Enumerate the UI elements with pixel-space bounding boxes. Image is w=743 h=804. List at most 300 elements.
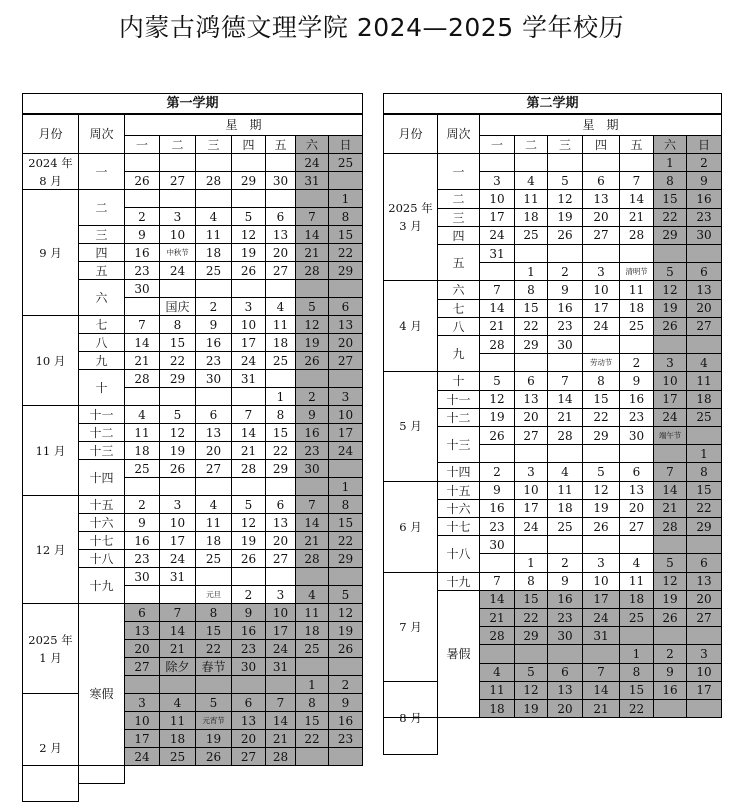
- day-cell: 22: [620, 700, 654, 718]
- weekday-header: 一: [125, 136, 160, 154]
- week-label: 五: [79, 262, 125, 280]
- semester-title: 第二学期: [383, 93, 722, 114]
- empty-day-cell: [196, 388, 232, 406]
- week-label: 十四: [438, 463, 480, 481]
- day-cell: 9: [548, 573, 583, 591]
- day-cell: 18: [160, 730, 196, 748]
- empty-day-cell: [160, 478, 196, 496]
- day-cell: 2: [196, 298, 232, 316]
- day-cell: 9: [125, 514, 160, 532]
- day-cell: 13: [329, 316, 363, 334]
- day-cell: 14: [548, 391, 583, 409]
- day-cell: 8: [515, 573, 548, 591]
- day-cell: 21: [654, 500, 687, 518]
- empty-day-cell: [620, 245, 654, 263]
- empty-day-cell: [296, 190, 329, 208]
- day-cell: 国庆: [160, 298, 196, 316]
- day-cell: 22: [296, 730, 329, 748]
- day-cell: 26: [232, 550, 266, 568]
- empty-day-cell: [160, 280, 196, 298]
- day-cell: 26: [232, 262, 266, 280]
- empty-day-cell: [654, 700, 687, 718]
- month-label: 9 月: [22, 190, 79, 316]
- week-label: 九: [438, 336, 480, 372]
- week-label: 二: [79, 190, 125, 226]
- day-cell: 18: [296, 622, 329, 640]
- day-cell: 6: [266, 208, 296, 226]
- day-cell: 18: [266, 334, 296, 352]
- day-cell: 12: [480, 391, 515, 409]
- day-cell: 31: [296, 172, 329, 190]
- day-cell: 22: [196, 640, 232, 658]
- day-cell: 20: [125, 640, 160, 658]
- empty-day-cell: [232, 388, 266, 406]
- empty-day-cell: [620, 536, 654, 554]
- weekday-group-header: 星 期: [125, 114, 363, 136]
- day-cell: 25: [196, 262, 232, 280]
- day-cell: 1: [515, 263, 548, 281]
- day-cell: 24: [329, 442, 363, 460]
- day-cell: 10: [125, 712, 160, 730]
- day-cell: 27: [583, 227, 620, 245]
- day-cell: 5: [232, 208, 266, 226]
- day-cell: 18: [196, 532, 232, 550]
- empty-day-cell: [266, 280, 296, 298]
- day-cell: 10: [266, 604, 296, 622]
- day-cell: 14: [583, 682, 620, 700]
- day-cell: 27: [266, 550, 296, 568]
- weekday-group-header: 星 期: [480, 114, 722, 136]
- empty-day-cell: [515, 536, 548, 554]
- day-cell: 28: [480, 336, 515, 354]
- day-cell: 11: [548, 482, 583, 500]
- day-cell: 14: [125, 334, 160, 352]
- day-cell: 21: [620, 209, 654, 227]
- week-label: 六: [79, 280, 125, 316]
- day-cell: 7: [296, 208, 329, 226]
- day-cell: 4: [266, 298, 296, 316]
- day-cell: 13: [620, 482, 654, 500]
- empty-day-cell: [687, 627, 722, 645]
- day-cell: 26: [654, 609, 687, 627]
- day-cell: 18: [196, 244, 232, 262]
- day-cell: 23: [687, 209, 722, 227]
- month-label: 2025 年 3 月: [383, 154, 438, 281]
- day-cell: 3: [329, 388, 363, 406]
- day-cell: 11: [620, 281, 654, 299]
- day-cell: 2: [125, 496, 160, 514]
- day-cell: 23: [196, 352, 232, 370]
- day-cell: 7: [160, 604, 196, 622]
- empty-day-cell: [232, 568, 266, 586]
- week-label: 十五: [438, 482, 480, 500]
- day-cell: 8: [583, 372, 620, 390]
- day-cell: 18: [620, 591, 654, 609]
- day-cell: 19: [480, 409, 515, 427]
- day-cell: 18: [687, 391, 722, 409]
- day-cell: 31: [160, 568, 196, 586]
- day-cell: 25: [125, 460, 160, 478]
- day-cell: 23: [296, 442, 329, 460]
- day-cell: 18: [548, 500, 583, 518]
- day-cell: 5: [160, 406, 196, 424]
- day-cell: 5: [583, 463, 620, 481]
- day-cell: 16: [687, 190, 722, 208]
- week-label: 一: [79, 154, 125, 190]
- day-cell: 14: [296, 514, 329, 532]
- day-cell: 10: [687, 664, 722, 682]
- day-cell: 7: [548, 372, 583, 390]
- month-header: 月份: [22, 114, 79, 154]
- week-label: 八: [79, 334, 125, 352]
- day-cell: 26: [654, 318, 687, 336]
- empty-day-cell: [515, 354, 548, 372]
- day-cell: 28: [654, 518, 687, 536]
- day-cell: 7: [654, 463, 687, 481]
- weekday-header: 四: [232, 136, 266, 154]
- empty-day-cell: [160, 676, 196, 694]
- day-cell: 16: [232, 622, 266, 640]
- day-cell: 14: [480, 300, 515, 318]
- day-cell: 6: [329, 298, 363, 316]
- day-cell: 16: [480, 500, 515, 518]
- day-cell: 13: [232, 712, 266, 730]
- day-cell: 9: [196, 316, 232, 334]
- day-cell: 12: [232, 226, 266, 244]
- day-cell: 13: [583, 190, 620, 208]
- day-cell: 3: [160, 496, 196, 514]
- week-label: 八: [438, 318, 480, 336]
- day-cell: 25: [515, 227, 548, 245]
- day-cell: 8: [329, 496, 363, 514]
- day-cell: 9: [329, 694, 363, 712]
- day-cell: 20: [329, 334, 363, 352]
- day-cell: 5: [515, 664, 548, 682]
- day-cell: 11: [296, 604, 329, 622]
- day-cell: 12: [583, 482, 620, 500]
- day-cell: 2: [654, 645, 687, 663]
- empty-day-cell: [548, 645, 583, 663]
- week-label: 十五: [79, 496, 125, 514]
- day-cell: 20: [583, 209, 620, 227]
- day-cell: 28: [196, 172, 232, 190]
- day-cell: 30: [125, 280, 160, 298]
- empty-day-cell: [480, 554, 515, 572]
- day-cell: 14: [480, 591, 515, 609]
- week-label: 五: [438, 245, 480, 281]
- day-cell: 5: [232, 496, 266, 514]
- day-cell: 14: [620, 190, 654, 208]
- day-cell: 7: [583, 664, 620, 682]
- day-cell: 19: [654, 300, 687, 318]
- day-cell: 22: [654, 209, 687, 227]
- week-label: 十二: [79, 424, 125, 442]
- empty-day-cell: [160, 586, 196, 604]
- day-cell: 12: [232, 514, 266, 532]
- day-cell: 1: [329, 478, 363, 496]
- day-cell: 21: [125, 352, 160, 370]
- empty-day-cell: [266, 478, 296, 496]
- empty-day-cell: [196, 154, 232, 172]
- empty-day-cell: [196, 190, 232, 208]
- day-cell: 17: [160, 532, 196, 550]
- empty-day-cell: [480, 263, 515, 281]
- day-cell: 7: [480, 573, 515, 591]
- day-cell: 3: [687, 645, 722, 663]
- day-cell: 11: [687, 372, 722, 390]
- month-label: 4 月: [383, 281, 438, 372]
- day-cell: 30: [196, 370, 232, 388]
- day-cell: 23: [548, 318, 583, 336]
- empty-day-cell: [515, 154, 548, 172]
- day-cell: 10: [583, 573, 620, 591]
- day-cell: 22: [583, 409, 620, 427]
- day-cell: 17: [329, 424, 363, 442]
- empty-day-cell: [125, 298, 160, 316]
- day-cell: 3: [160, 208, 196, 226]
- day-cell: 2: [125, 208, 160, 226]
- day-cell: 10: [232, 316, 266, 334]
- day-cell: 19: [548, 209, 583, 227]
- week-label: 十三: [79, 442, 125, 460]
- empty-day-cell: [232, 676, 266, 694]
- day-cell: 29: [687, 518, 722, 536]
- day-cell: 8: [620, 664, 654, 682]
- week-label: 四: [79, 244, 125, 262]
- day-cell: 26: [160, 460, 196, 478]
- day-cell: 15: [515, 591, 548, 609]
- day-cell: 4: [125, 406, 160, 424]
- day-cell: 1: [654, 154, 687, 172]
- weekday-header: 二: [515, 136, 548, 154]
- day-cell: 7: [266, 694, 296, 712]
- day-cell: 4: [515, 172, 548, 190]
- day-cell: 9: [620, 372, 654, 390]
- day-cell: 2: [548, 554, 583, 572]
- day-cell: 22: [515, 318, 548, 336]
- day-cell: 16: [125, 244, 160, 262]
- day-cell: 15: [515, 300, 548, 318]
- day-cell: 26: [480, 427, 515, 445]
- day-cell: 21: [232, 442, 266, 460]
- day-cell: 24: [266, 640, 296, 658]
- day-cell: 29: [266, 460, 296, 478]
- weekday-header: 一: [480, 136, 515, 154]
- empty-day-cell: [515, 245, 548, 263]
- day-cell: 19: [232, 532, 266, 550]
- day-cell: 29: [232, 172, 266, 190]
- day-cell: 15: [329, 226, 363, 244]
- week-label: 十九: [79, 568, 125, 604]
- day-cell: 7: [125, 316, 160, 334]
- day-cell: 27: [329, 352, 363, 370]
- empty-day-cell: [687, 536, 722, 554]
- empty-day-cell: [687, 427, 722, 445]
- day-cell: 24: [125, 748, 160, 766]
- empty-day-cell: [296, 568, 329, 586]
- day-cell: 26: [583, 518, 620, 536]
- day-cell: 13: [548, 682, 583, 700]
- day-cell: 16: [329, 712, 363, 730]
- day-cell: 21: [160, 640, 196, 658]
- day-cell: 16: [654, 682, 687, 700]
- day-cell: 27: [687, 609, 722, 627]
- day-cell: 24: [480, 227, 515, 245]
- empty-day-cell: [654, 445, 687, 463]
- day-cell: 29: [515, 627, 548, 645]
- empty-day-cell: [296, 370, 329, 388]
- week-label: 十一: [438, 391, 480, 409]
- day-cell: 2: [232, 586, 266, 604]
- empty-day-cell: [654, 336, 687, 354]
- day-cell: 16: [548, 591, 583, 609]
- empty-day-cell: [329, 172, 363, 190]
- day-cell: 21: [480, 609, 515, 627]
- week-label: 七: [79, 316, 125, 334]
- day-cell: 除夕: [160, 658, 196, 676]
- week-label: 十一: [79, 406, 125, 424]
- day-cell: 6: [266, 496, 296, 514]
- day-cell: 19: [296, 334, 329, 352]
- day-cell: 24: [160, 262, 196, 280]
- weekday-header: 五: [620, 136, 654, 154]
- day-cell: 12: [329, 604, 363, 622]
- day-cell: 26: [296, 352, 329, 370]
- day-cell: 7: [296, 496, 329, 514]
- week-label: 十七: [79, 532, 125, 550]
- day-cell: 19: [654, 591, 687, 609]
- empty-day-cell: [654, 536, 687, 554]
- empty-day-cell: [232, 478, 266, 496]
- day-cell: 17: [687, 682, 722, 700]
- week-label: 二: [438, 190, 480, 208]
- day-cell: 15: [687, 482, 722, 500]
- day-cell: 6: [548, 664, 583, 682]
- day-cell: 8: [654, 172, 687, 190]
- day-cell: 30: [266, 172, 296, 190]
- empty-day-cell: [583, 154, 620, 172]
- week-label: 十: [79, 370, 125, 406]
- day-cell: 4: [296, 586, 329, 604]
- day-cell: 25: [160, 748, 196, 766]
- day-cell: 15: [620, 682, 654, 700]
- day-cell: 2: [329, 676, 363, 694]
- day-cell: 29: [583, 427, 620, 445]
- day-cell: 4: [620, 554, 654, 572]
- day-cell: 11: [480, 682, 515, 700]
- day-cell: 20: [620, 500, 654, 518]
- day-cell: 25: [548, 518, 583, 536]
- day-cell: 22: [160, 352, 196, 370]
- day-cell: 31: [266, 658, 296, 676]
- day-cell: 11: [125, 424, 160, 442]
- empty-day-cell: [329, 748, 363, 766]
- empty-day-cell: [480, 645, 515, 663]
- empty-day-cell: [515, 445, 548, 463]
- empty-day-cell: [480, 154, 515, 172]
- day-cell: 29: [329, 550, 363, 568]
- day-cell: 25: [266, 352, 296, 370]
- empty-day-cell: [296, 748, 329, 766]
- empty-day-cell: [583, 336, 620, 354]
- day-cell: 25: [196, 550, 232, 568]
- day-cell: 26: [196, 748, 232, 766]
- day-cell: 21: [480, 318, 515, 336]
- day-cell: 17: [125, 730, 160, 748]
- week-label: 三: [79, 226, 125, 244]
- day-cell: 24: [515, 518, 548, 536]
- weekday-header: 三: [196, 136, 232, 154]
- day-cell: 5: [329, 586, 363, 604]
- day-cell: 20: [687, 300, 722, 318]
- day-cell: 24: [296, 154, 329, 172]
- day-cell: 10: [515, 482, 548, 500]
- day-cell: 24: [583, 318, 620, 336]
- day-cell: 29: [160, 370, 196, 388]
- day-cell: 18: [620, 300, 654, 318]
- day-cell: 劳动节: [583, 354, 620, 372]
- day-cell: 16: [620, 391, 654, 409]
- empty-day-cell: [196, 676, 232, 694]
- day-cell: 6: [196, 406, 232, 424]
- day-cell: 9: [480, 482, 515, 500]
- day-cell: 20: [266, 244, 296, 262]
- month-header: 月份: [383, 114, 438, 154]
- day-cell: 12: [515, 682, 548, 700]
- weekday-header: 日: [329, 136, 363, 154]
- empty-day-cell: [620, 627, 654, 645]
- day-cell: 2: [620, 354, 654, 372]
- day-cell: 14: [232, 424, 266, 442]
- day-cell: 13: [266, 514, 296, 532]
- day-cell: 15: [266, 424, 296, 442]
- day-cell: 24: [654, 409, 687, 427]
- page-title: 内蒙古鸿德文理学院 2024—2025 学年校历: [118, 13, 625, 42]
- day-cell: 18: [480, 700, 515, 718]
- day-cell: 4: [548, 463, 583, 481]
- month-label: 11 月: [22, 406, 79, 496]
- week-header: 周次: [438, 114, 480, 154]
- weekday-header: 二: [160, 136, 196, 154]
- day-cell: 27: [620, 518, 654, 536]
- day-cell: 25: [620, 318, 654, 336]
- day-cell: 28: [266, 748, 296, 766]
- day-cell: 清明节: [620, 263, 654, 281]
- day-cell: 7: [620, 172, 654, 190]
- day-cell: 21: [296, 532, 329, 550]
- day-cell: 27: [232, 748, 266, 766]
- day-cell: 15: [583, 391, 620, 409]
- day-cell: 3: [125, 694, 160, 712]
- day-cell: 中秋节: [160, 244, 196, 262]
- day-cell: 21: [548, 409, 583, 427]
- day-cell: 1: [329, 190, 363, 208]
- day-cell: 8: [160, 316, 196, 334]
- day-cell: 30: [687, 227, 722, 245]
- empty-day-cell: [654, 627, 687, 645]
- day-cell: 11: [196, 514, 232, 532]
- day-cell: 29: [329, 262, 363, 280]
- week-label: 寒假: [79, 604, 125, 784]
- day-cell: 31: [232, 370, 266, 388]
- day-cell: 15: [196, 622, 232, 640]
- empty-day-cell: [687, 336, 722, 354]
- day-cell: 3: [583, 554, 620, 572]
- month-label: 7 月: [383, 573, 438, 682]
- week-label: 一: [438, 154, 480, 190]
- week-label: 十八: [438, 536, 480, 572]
- empty-day-cell: [196, 568, 232, 586]
